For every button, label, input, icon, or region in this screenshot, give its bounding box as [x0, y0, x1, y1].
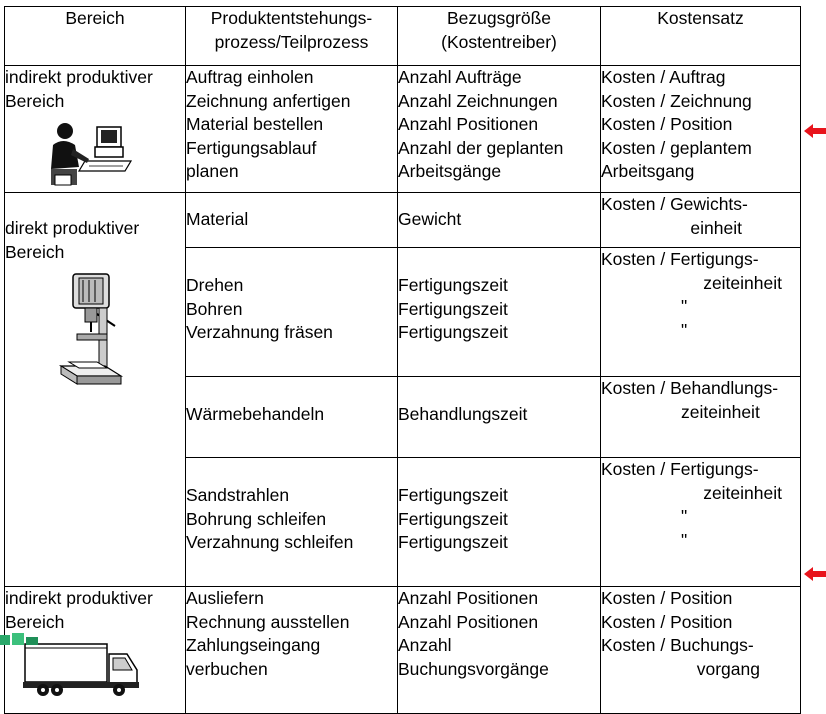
prozess-cell: Auftrag einholen Zeichnung anfertigen Material bestellen Fertigungsablauf planen — [186, 66, 398, 193]
header-bezugsgroesse: Bezugsgröße (Kostentreiber) — [398, 7, 601, 66]
delivery-truck-icon — [23, 640, 141, 698]
logo-fragment — [0, 633, 40, 645]
prozess-cell: Material — [186, 193, 398, 248]
kosten-cell: Kosten / Position Kosten / Position Kosten / Buchungs- vorgang — [601, 587, 801, 714]
red-arrow-left-icon — [804, 124, 826, 138]
kosten-cell: Kosten / Fertigungs- zeiteinheit " " — [601, 458, 801, 587]
table-row — [5, 193, 801, 248]
header-prozess: Produktentstehungs- prozess/Teilprozess — [186, 7, 398, 66]
table-row — [5, 587, 801, 714]
kosten-cell: Kosten / Auftrag Kosten / Zeichnung Kosten / Position Kosten / geplantem Arbeitsgang — [601, 66, 801, 193]
bereich-cell: indirekt produktiver Bereich — [5, 587, 186, 714]
prozess-cell: Ausliefern Rechnung ausstellen Zahlungseingang verbuchen — [186, 587, 398, 714]
kosten-cell: Kosten / Fertigungs- zeiteinheit " " — [601, 248, 801, 377]
person-at-computer-icon — [45, 119, 135, 187]
red-arrow-left-icon — [804, 567, 826, 581]
header-kostensatz: Kostensatz — [601, 7, 801, 66]
bereich-cell: direkt produktiver Bereich — [5, 193, 186, 587]
prozess-cell: Sandstrahlen Bohrung schleifen Verzahnung schleifen — [186, 458, 398, 587]
cost-driver-table — [4, 6, 801, 714]
kosten-cell: Kosten / Gewichts- einheit — [601, 193, 801, 248]
bezug-cell: Fertigungszeit Fertigungszeit Fertigungszeit — [398, 458, 601, 587]
prozess-cell: Drehen Bohren Verzahnung fräsen — [186, 248, 398, 377]
header-row — [5, 7, 801, 66]
prozess-cell: Wärmebehandeln — [186, 377, 398, 458]
bereich-cell: indirekt produktiver Bereich — [5, 66, 186, 193]
drill-press-icon — [55, 270, 125, 390]
bezug-cell: Fertigungszeit Fertigungszeit Fertigungszeit — [398, 248, 601, 377]
kosten-cell: Kosten / Behandlungs- zeiteinheit — [601, 377, 801, 458]
table-row — [5, 66, 801, 193]
bezug-cell: Anzahl Aufträge Anzahl Zeichnungen Anzahl Positionen Anzahl der geplanten Arbeitsgänge — [398, 66, 601, 193]
bezug-cell: Gewicht — [398, 193, 601, 248]
header-bereich: Bereich — [5, 7, 186, 66]
bezug-cell: Behandlungszeit — [398, 377, 601, 458]
bezug-cell: Anzahl Positionen Anzahl Positionen Anzahl Buchungsvorgänge — [398, 587, 601, 714]
